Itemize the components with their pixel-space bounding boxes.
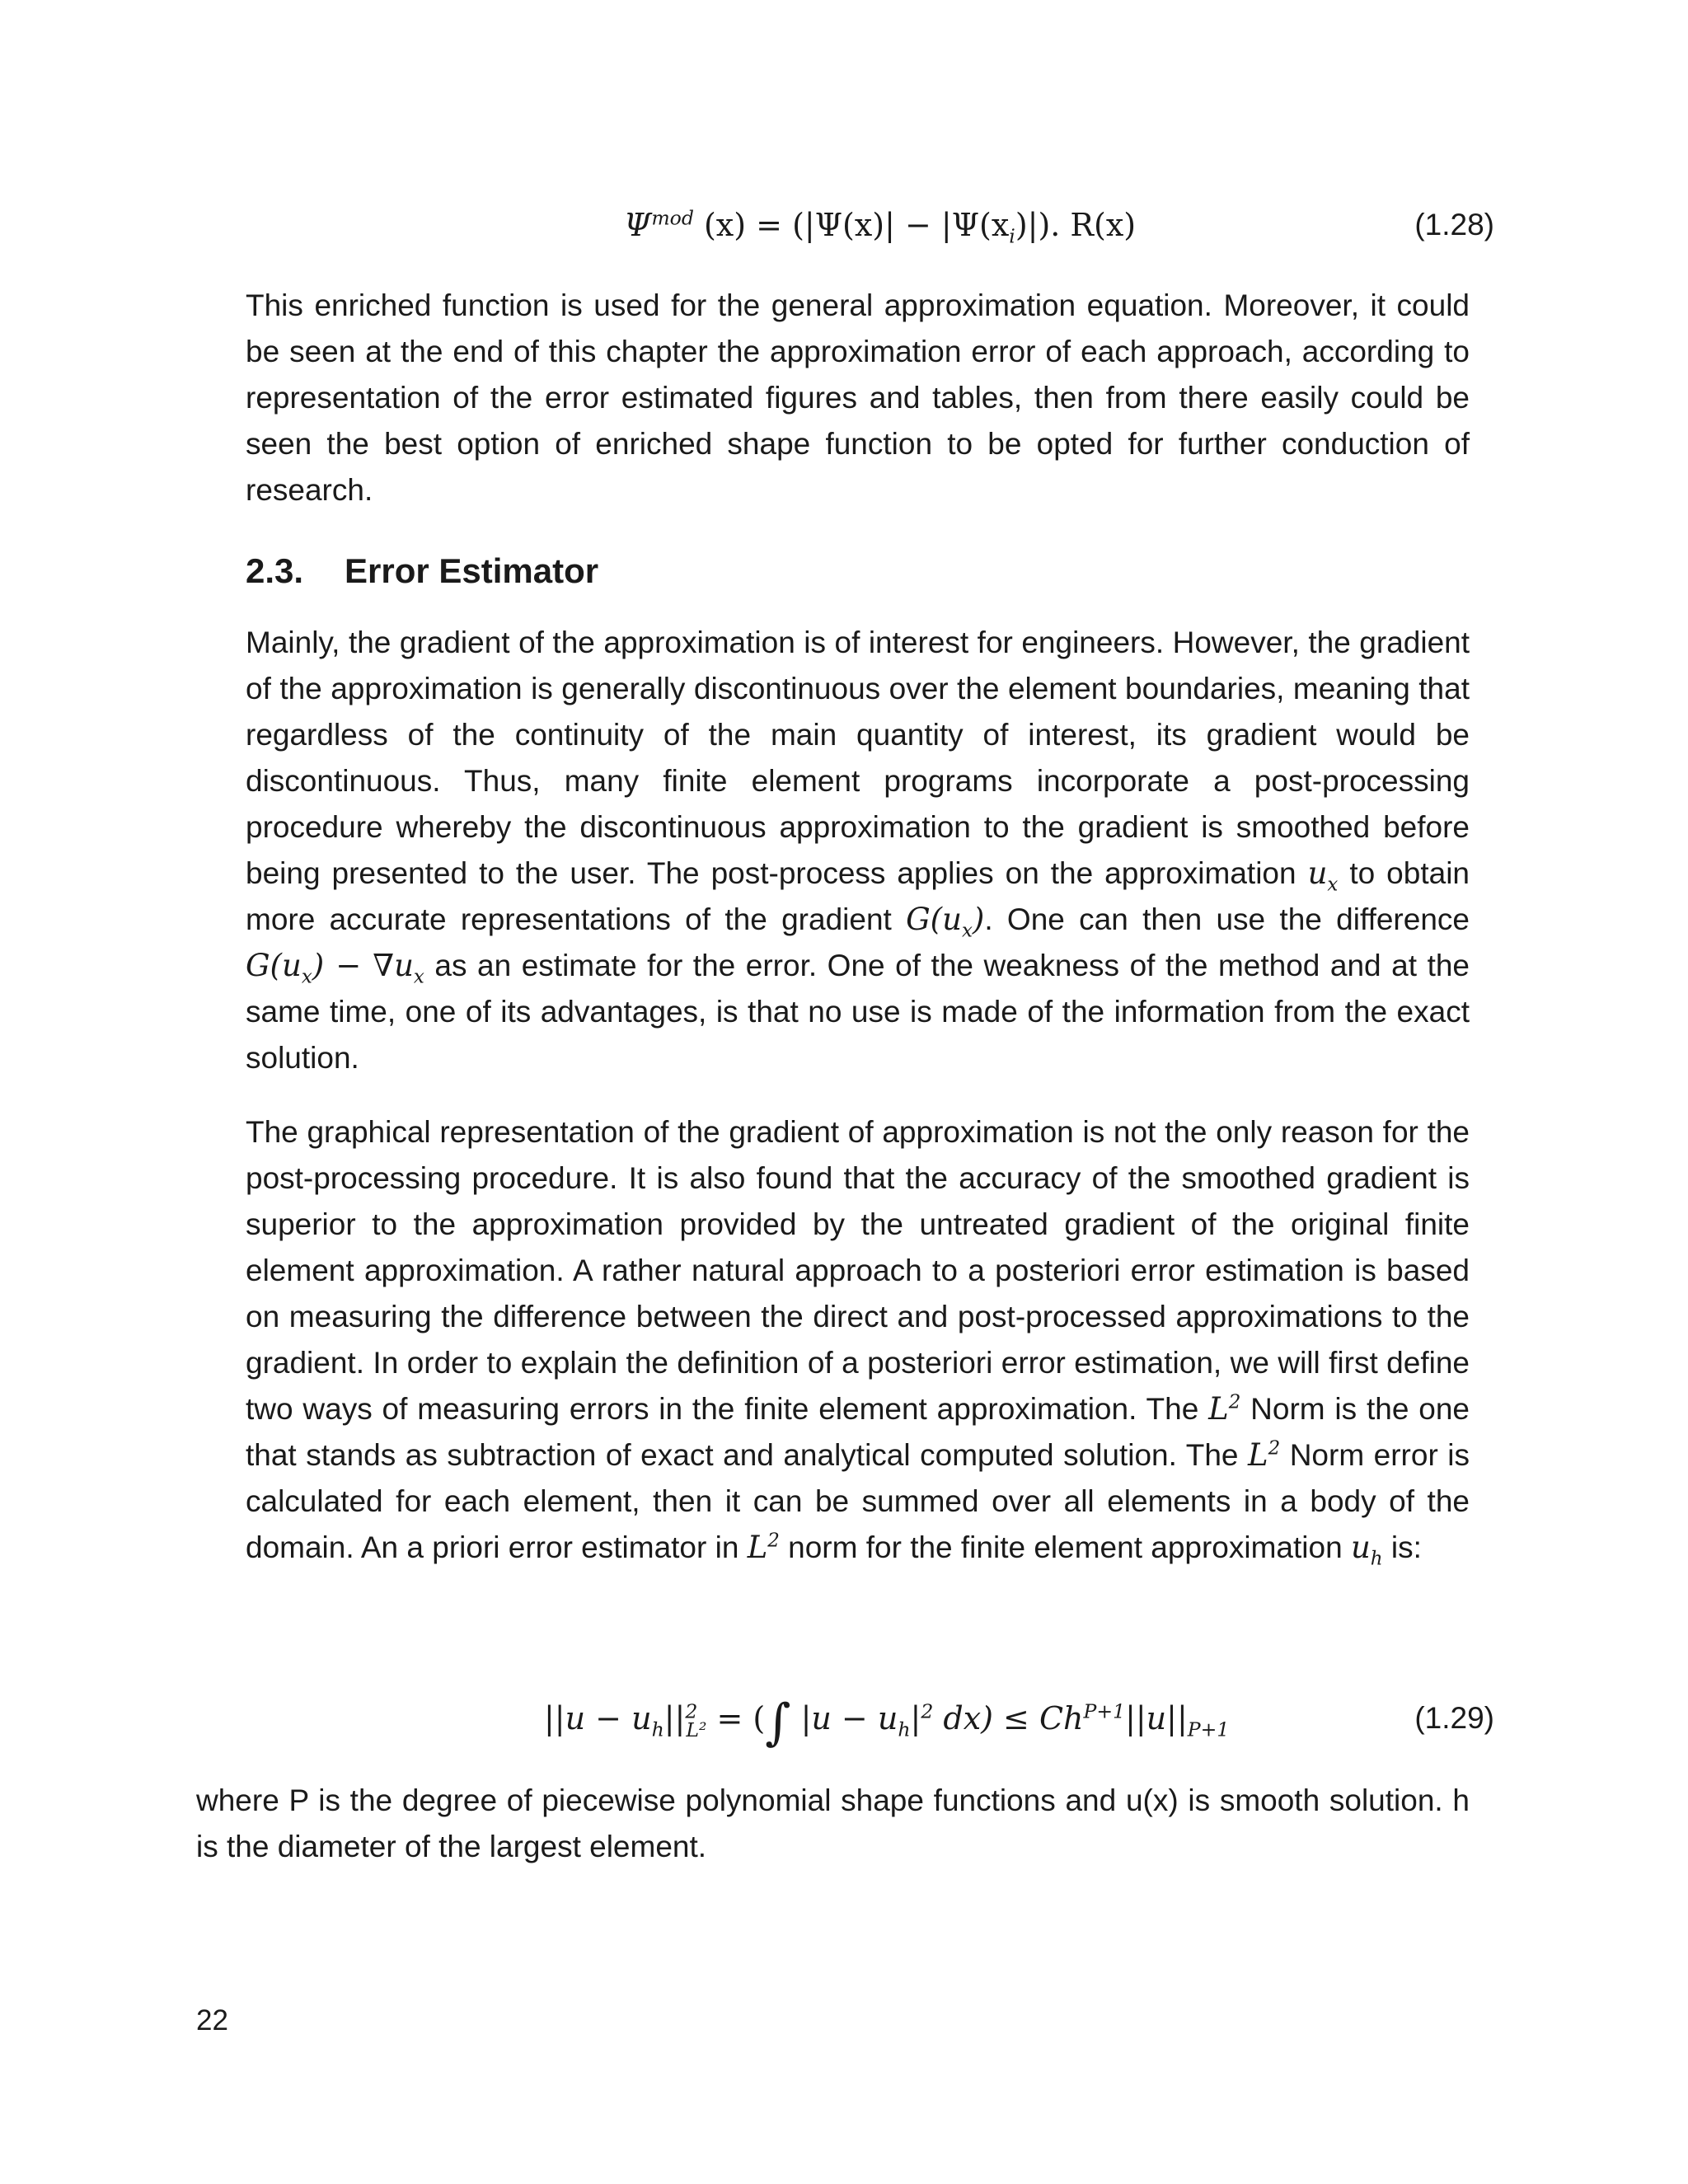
section-number: 2.3.: [246, 551, 304, 590]
page-number: 22: [196, 2004, 228, 2036]
math-G-ux: $G(u_x)$: [906, 902, 985, 942]
math-L2: $L^2$: [747, 1530, 780, 1565]
paragraph-error-estimator-2: The graphical representation of the gradient of approximation is not the only reason for the post-processing procedure. It is also found that the accuracy of the smoothed gradient is superior to the approximation provided by the untreated gradient of the original finite element approximation. A rather natural approach to a posteriori error estimation is based on measuring the difference between the direct and post-processed approximations to the gradient. In order to explain the definition of a posteriori error estimation, we will first define two ways of measuring errors in the finite element approximation. The $L^2$ Norm is the one that stands as subtraction of exact and analytical computed solution. The $L^2$ Norm error is calculated for each element, then it can be summed over all elements in a body of the domain. An a priori error estimator in $L^2$ norm for the finite element approximation $u_h$ is:: [246, 1115, 1470, 1570]
equation-1-28-expression: $\Psi^{mod}$ $(x) = (|\Psi(x)| - |\Psi(x_i)|)$. R(x): [624, 206, 1137, 248]
equation-number: (1.29): [1414, 1701, 1494, 1735]
equation-1-28: [0, 196, 1688, 254]
paragraph-final: where P is the degree of piecewise polynomial shape functions and u(x) is smooth solution. h is the diameter of the largest element.: [196, 1783, 1470, 1863]
section-heading: [246, 546, 598, 596]
equation-1-29: [0, 1690, 1688, 1751]
section-title: Error Estimator: [345, 551, 599, 590]
integral-sign: ∫: [765, 1694, 791, 1751]
math-ux: $u_x$: [1307, 855, 1339, 896]
math-L2: $L^2$: [1248, 1437, 1281, 1473]
paragraph-intro: This enriched function is used for the general approximation equation. Moreover, it could be seen at the end of this chapter the approximation error of each approach, according to representation of the error estimated figures and tables, then from there easily could be seen the best option of enriched shape function to be opted for further conduction of research.: [246, 288, 1470, 507]
math-uh: $u_h$: [1350, 1530, 1383, 1570]
equation-1-29-expression: $||u - u_h||^2_{L^2}$ = (∫ $|u - u_h|^2$ $dx) \le Ch^{P+1}||u||_{P+1}$: [544, 1694, 1230, 1751]
paragraph-error-estimator-1: Mainly, the gradient of the approximation is of interest for engineers. However, the gradient of the approximation is generally discontinuous over the element boundaries, meaning that regardless of the continuity of the main quantity of interest, its gradient would be discontinuous. Thus, many finite element programs incorporate a post-processing procedure whereby the discontinuous approximation to the gradient is smoothed before being presented to the user. The post-process applies on the approximation $u_x$ to obtain more accurate representations of the gradient $G(u_x)$. One can then use the difference $G(u_x) - \nabla u_x$ as an estimate for the error. One of the weakness of the method and at the same time, one of its advantages, is that no use is made of the information from the exact solution.: [246, 626, 1470, 1075]
math-G-minus-grad: $G(u_x) - \nabla u_x$: [246, 948, 424, 988]
equation-number: (1.28): [1414, 208, 1494, 241]
math-L2: $L^2$: [1208, 1391, 1241, 1427]
